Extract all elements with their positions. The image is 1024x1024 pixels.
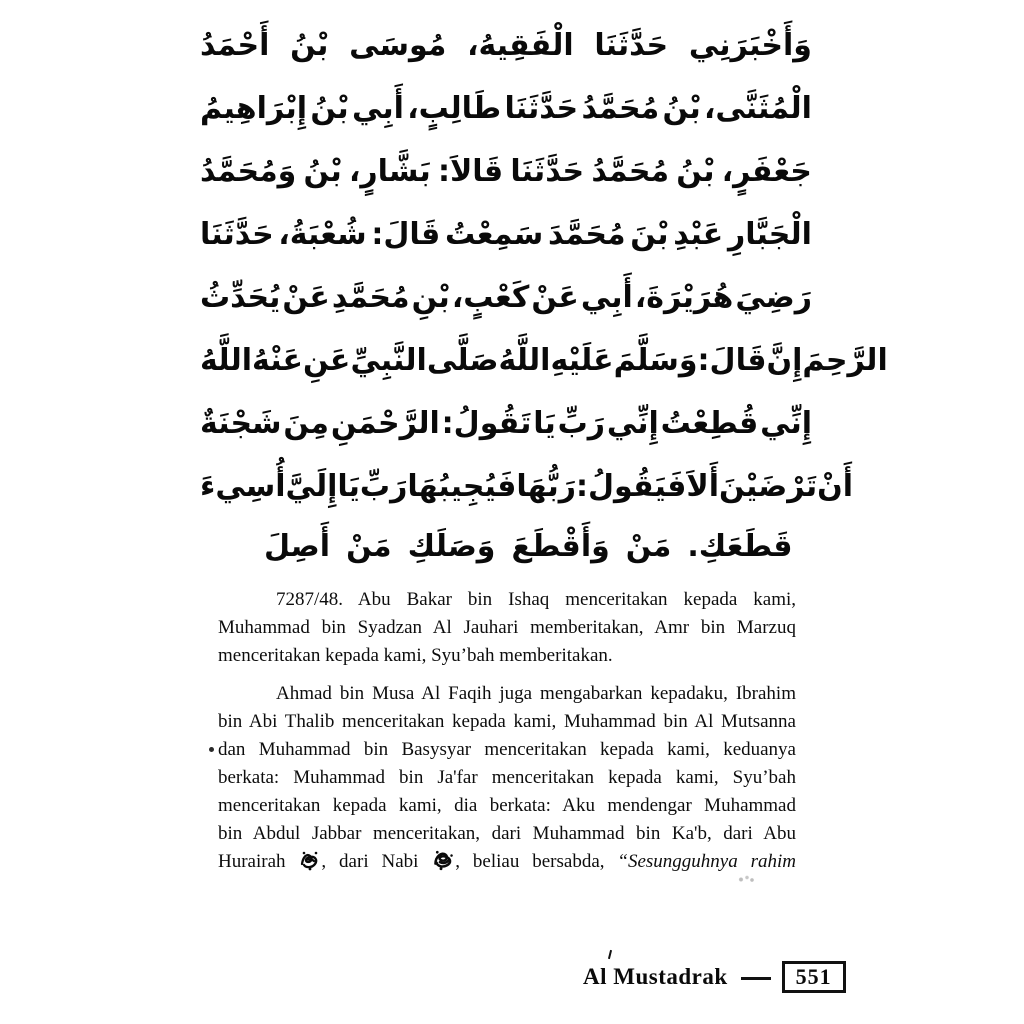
arabic-word: هُرَيْرَةَ، bbox=[634, 280, 734, 315]
arabic-word: قَالَ: bbox=[371, 217, 441, 252]
arabic-word: أَبِي bbox=[580, 280, 633, 315]
arabic-word: إِبْرَاهِيمُ bbox=[200, 91, 308, 126]
arabic-word: حَدَّثَنَا bbox=[200, 217, 274, 252]
translation-block bbox=[218, 586, 796, 876]
arabic-word: بْنُ bbox=[303, 154, 342, 189]
arabic-line bbox=[200, 329, 888, 392]
arabic-word: بَشَّارٍ، bbox=[349, 154, 431, 189]
footer-dash bbox=[741, 977, 771, 980]
arabic-word: شَجْنَةٌ bbox=[200, 406, 282, 441]
arabic-word: إِنَّ bbox=[766, 343, 803, 378]
translation-line: menceritakan kepada kami, Syu’bah memberitakan. bbox=[218, 645, 613, 666]
scan-dot-artifact bbox=[209, 747, 214, 752]
arabic-line bbox=[200, 203, 812, 266]
arabic-word: مُحَمَّدِ bbox=[331, 280, 410, 315]
arabic-word: بْنُ bbox=[290, 28, 329, 63]
arabic-word: بْنُ bbox=[662, 91, 701, 126]
arabic-word: بْنُ bbox=[310, 91, 349, 126]
arabic-word: عَلَيْهِ bbox=[550, 343, 614, 378]
translation-text-italic: “Sesungguhnya rahim bbox=[617, 851, 797, 872]
arabic-word: أُسِيءَ bbox=[200, 469, 286, 504]
arabic-word: يُحَدِّثُ bbox=[200, 280, 281, 315]
page-number-box bbox=[782, 961, 846, 993]
arabic-word: يَا bbox=[337, 469, 360, 504]
arabic-line bbox=[200, 392, 812, 455]
translation-line: berkata: Muhammad bin Ja'far menceritakan kepada kami, Syu’bah bbox=[218, 767, 796, 788]
arabic-line bbox=[200, 77, 812, 140]
arabic-word: مُحَمَّدَ bbox=[547, 217, 626, 252]
arabic-word: النَّبِيِّ bbox=[350, 343, 427, 378]
arabic-word: مِنَ bbox=[283, 406, 329, 441]
arabic-word: قُطِعْتُ bbox=[660, 406, 759, 441]
arabic-word: عَنْهُ bbox=[252, 343, 303, 378]
arabic-word: بْنَ bbox=[630, 217, 669, 252]
arabic-word: أَصِلَ bbox=[264, 528, 331, 564]
arabic-word: سَمِعْتُ bbox=[444, 217, 544, 252]
arabic-word: قَالَ: bbox=[697, 343, 767, 378]
scan-tick-artifact bbox=[608, 950, 612, 959]
translation-text: Hurairah bbox=[218, 851, 286, 872]
arabic-word: عَبْدِ bbox=[673, 217, 724, 252]
arabic-word: إِنِّي bbox=[760, 406, 812, 441]
arabic-word: كَعْبٍ، bbox=[451, 280, 530, 315]
arabic-word: طَالِبٍ، bbox=[407, 91, 502, 126]
arabic-word: رَبِّ bbox=[557, 406, 606, 441]
arabic-word: إِنِّي bbox=[606, 406, 659, 441]
arabic-word: وَصَلَكِ bbox=[407, 528, 496, 564]
arabic-word: فَيُجِيبُهَا bbox=[407, 469, 517, 504]
arabic-word: رَبِّ bbox=[359, 469, 408, 504]
arabic-line bbox=[200, 455, 854, 518]
arabic-word: أَنْ bbox=[817, 469, 854, 504]
arabic-word: فَيَقُولُ: bbox=[576, 469, 687, 504]
translation-line-last bbox=[218, 848, 796, 876]
arabic-word: تَقُولُ: bbox=[441, 406, 532, 441]
arabic-line bbox=[200, 14, 812, 77]
page-number: 551 bbox=[795, 964, 832, 989]
arabic-word: حَدَّثَنَا bbox=[510, 154, 585, 189]
translation-line: menceritakan kepada kami, dia berkata: Aku mendengar Muhammad bbox=[218, 795, 796, 816]
translation-line: Ahmad bin Musa Al Faqih juga mengabarkan kepadaku, Ibrahim bbox=[276, 683, 796, 704]
radhiallahu-anhu-calligraphy-icon bbox=[299, 849, 320, 871]
arabic-word: أَلاَ bbox=[686, 469, 719, 504]
book-title: Al Mustadrak bbox=[583, 964, 728, 989]
arabic-word: اللَّهُ bbox=[200, 343, 252, 378]
arabic-word: يَا bbox=[533, 406, 556, 441]
translation-line: dan Muhammad bin Basysyar menceritakan kepada kami, keduanya bbox=[218, 739, 796, 760]
arabic-word: أَبِي bbox=[351, 91, 404, 126]
arabic-word: الرَّحْمَنِ bbox=[330, 406, 440, 441]
arabic-word: رَضِيَ bbox=[735, 280, 812, 315]
arabic-line bbox=[200, 266, 812, 329]
arabic-word: عَنْ bbox=[531, 280, 579, 315]
arabic-word: الْفَقِيهُ، bbox=[467, 28, 574, 63]
arabic-word: حَدَّثَنَا bbox=[594, 28, 669, 63]
arabic-word: مَنْ bbox=[346, 528, 392, 564]
arabic-word: مُوسَى bbox=[349, 28, 447, 63]
arabic-line-last bbox=[200, 518, 812, 574]
translation-text: , beliau bersabda, bbox=[455, 851, 605, 872]
page-footer bbox=[583, 961, 846, 993]
translation-text: , dari Nabi bbox=[321, 851, 419, 872]
arabic-word: مُحَمَّدُ bbox=[581, 91, 660, 126]
arabic-word: بْنِ bbox=[411, 280, 450, 315]
arabic-word: أَحْمَدُ bbox=[200, 28, 270, 63]
translation-line: bin Abdul Jabbar menceritakan, dari Muhammad bin Ka'b, dari Abu bbox=[218, 823, 796, 844]
arabic-word: بْنُ bbox=[676, 154, 715, 189]
paragraph-gap bbox=[218, 670, 796, 680]
shallallahu-alaihi-wasallam-calligraphy-icon bbox=[431, 846, 456, 872]
arabic-line bbox=[200, 140, 812, 203]
arabic-word: مُحَمَّدُ bbox=[591, 154, 670, 189]
arabic-word: اللَّهُ bbox=[498, 343, 551, 378]
arabic-word: إِلَيَّ bbox=[285, 469, 338, 504]
arabic-word: الرَّحِمَ bbox=[802, 343, 888, 378]
arabic-text-block bbox=[200, 14, 888, 574]
translation-line: bin Abi Thalib menceritakan kepada kami, Muhammad bin Al Mutsanna bbox=[218, 711, 796, 732]
arabic-word: وَأَقْطَعَ bbox=[511, 528, 610, 564]
arabic-word: الْمُثَنَّى، bbox=[704, 91, 812, 126]
arabic-word: وَمُحَمَّدُ bbox=[200, 154, 297, 189]
arabic-word: قَالاَ: bbox=[437, 154, 504, 189]
arabic-word: وَأَخْبَرَنِي bbox=[688, 28, 812, 63]
translation-line: Muhammad bin Syadzan Al Jauhari memberitakan, Amr bin Marzuq bbox=[218, 617, 796, 638]
arabic-word: حَدَّثَنَا bbox=[504, 91, 579, 126]
arabic-word: تَرْضَيْنَ bbox=[718, 469, 818, 504]
arabic-word: رَبُّهَا bbox=[516, 469, 577, 504]
translation-line: 7287/48. Abu Bakar bin Ishaq menceritakan kepada kami, bbox=[276, 589, 796, 610]
scan-smudge-artifact bbox=[736, 874, 756, 884]
arabic-word: شُعْبَةُ، bbox=[278, 217, 367, 252]
arabic-word: عَنْ bbox=[282, 280, 330, 315]
arabic-word: عَنِ bbox=[302, 343, 351, 378]
arabic-word: جَعْفَرٍ، bbox=[721, 154, 812, 189]
arabic-word: صَلَّى bbox=[426, 343, 499, 378]
arabic-word: مَنْ bbox=[625, 528, 672, 564]
arabic-word: الْجَبَّارِ bbox=[727, 217, 812, 252]
arabic-word: قَطَعَكِ. bbox=[687, 528, 793, 564]
arabic-word: وَسَلَّمَ bbox=[613, 343, 698, 378]
